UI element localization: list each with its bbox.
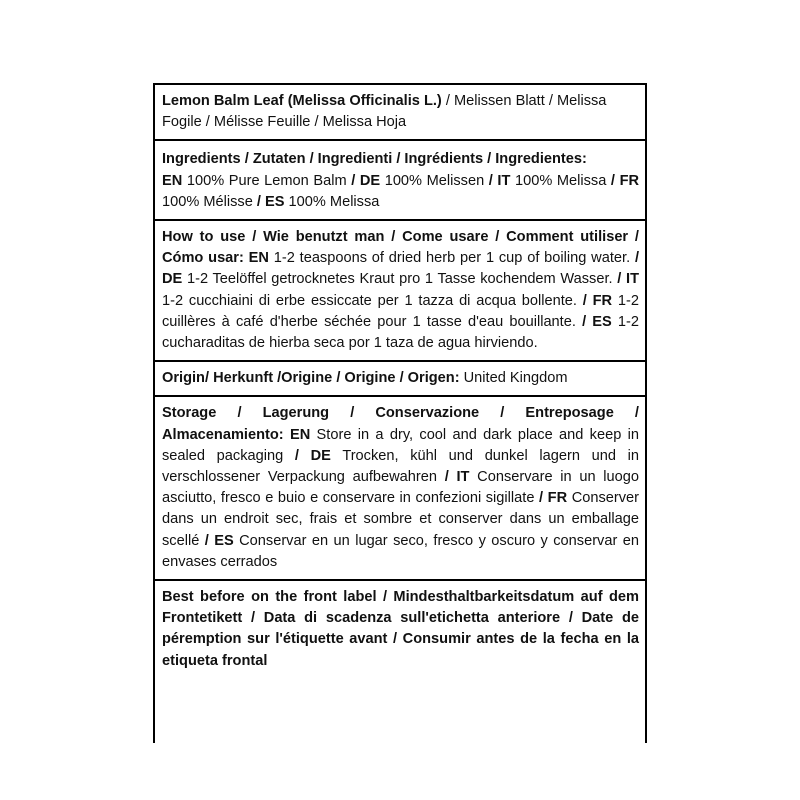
lang-code: EN	[289, 426, 311, 443]
instruction-text: 1-2 teaspoons of dried herb per 1 cup of boiling water.	[268, 250, 635, 267]
best-before-text: Best before on the front label / Mindesthaltbarkeitsdatum auf dem Frontetikett / Data di scadenza sull'etichetta anteriore / Date de péremption sur l'étiquette avant / Consumir antes de la fecha en la etiqueta frontal	[162, 589, 639, 669]
lang-code: FR	[619, 172, 640, 189]
instruction-text: 1-2 cuillères à café d'herbe séchée pour 1 tasse d'eau bouillante.	[162, 292, 639, 330]
lang-code: EN	[248, 250, 269, 267]
storage-text: Store in a dry, cool and dark place and keep in sealed packaging	[162, 426, 639, 464]
storage-heading: Storage / Lagerung / Conservazione / Entreposage / Almacenamiento:	[162, 405, 639, 443]
lang-code: DE	[359, 172, 381, 189]
ingredients-section	[155, 141, 645, 221]
instruction-text: 1-2 cucharaditas de hierba seca por 1 taza de agua hirviendo.	[162, 313, 639, 352]
ingredients-list	[162, 173, 639, 210]
separator: /	[488, 172, 498, 189]
instruction-text: 1-2 Teelöffel getrocknetes Kraut pro 1 Tasse kochendem Wasser.	[182, 271, 618, 288]
separator: /	[256, 193, 266, 210]
lang-code: ES	[592, 313, 612, 330]
origin-value: United Kingdom	[459, 370, 568, 387]
separator: /	[294, 447, 311, 464]
lang-code: FR	[547, 490, 568, 507]
separator: /	[617, 271, 627, 288]
lang-code: IT	[626, 271, 639, 288]
instruction-text: 1-2 cucchiaini di erbe essiccate per 1 tazza di acqua bollente.	[162, 292, 583, 309]
lang-code: ES	[265, 193, 285, 210]
lang-code: EN	[162, 172, 183, 189]
product-name: Lemon Balm Leaf (Melissa Officinalis L.)	[162, 93, 442, 109]
storage-text: Conserver dans un endroit sec, frais et sombre et conserver dans un emballage scellé	[162, 490, 640, 549]
how-to-use-heading: How to use / Wie benutzt man / Come usare / Comment utiliser / Cómo usar:	[162, 229, 639, 267]
product-label	[153, 83, 647, 743]
best-before-section	[155, 581, 645, 678]
ingredients-heading: Ingredients / Zutaten / Ingredienti / Ingrédients / Ingredientes:	[162, 151, 587, 168]
ingredient-text: 100% Melissen	[380, 172, 489, 189]
storage-text: Trocken, kühl und dunkel lagern und in verschlossener Verpackung aufbewahren	[162, 447, 639, 486]
ingredient-text: 100% Melissa	[510, 172, 611, 189]
lang-code: DE	[310, 447, 331, 464]
lang-code: DE	[162, 271, 183, 288]
storage-section	[155, 397, 645, 581]
ingredient-text: 100% Mélisse	[162, 193, 257, 210]
separator: /	[610, 172, 620, 189]
ingredient-text: 100% Melissa	[284, 193, 380, 210]
separator: /	[539, 490, 548, 507]
product-name-translations: / Melissen Blatt / Melissa Fogile / Mélisse Feuille / Melissa Hoja	[162, 93, 607, 131]
storage-text: Conservare in un luogo asciutto, fresco e buio e conservare in confezioni sigillate	[162, 469, 640, 507]
title-section	[155, 85, 645, 141]
lang-code: FR	[592, 292, 613, 309]
lang-code: IT	[456, 469, 470, 486]
lang-code: ES	[214, 532, 234, 549]
storage-text: Conservar en un lugar seco, fresco y oscuro y conservar en envases cerrados	[162, 532, 639, 570]
separator: /	[582, 313, 593, 330]
separator: /	[351, 172, 360, 189]
how-to-use-section	[155, 221, 645, 362]
separator: /	[582, 292, 593, 309]
lang-code: IT	[497, 172, 511, 189]
separator: /	[204, 532, 215, 549]
separator: /	[634, 250, 639, 267]
separator: /	[444, 469, 457, 486]
origin-section	[155, 362, 645, 397]
origin-heading: Origin/ Herkunft /Origine / Origine / Origen:	[162, 370, 460, 387]
ingredient-text: 100% Pure Lemon Balm	[182, 172, 352, 189]
